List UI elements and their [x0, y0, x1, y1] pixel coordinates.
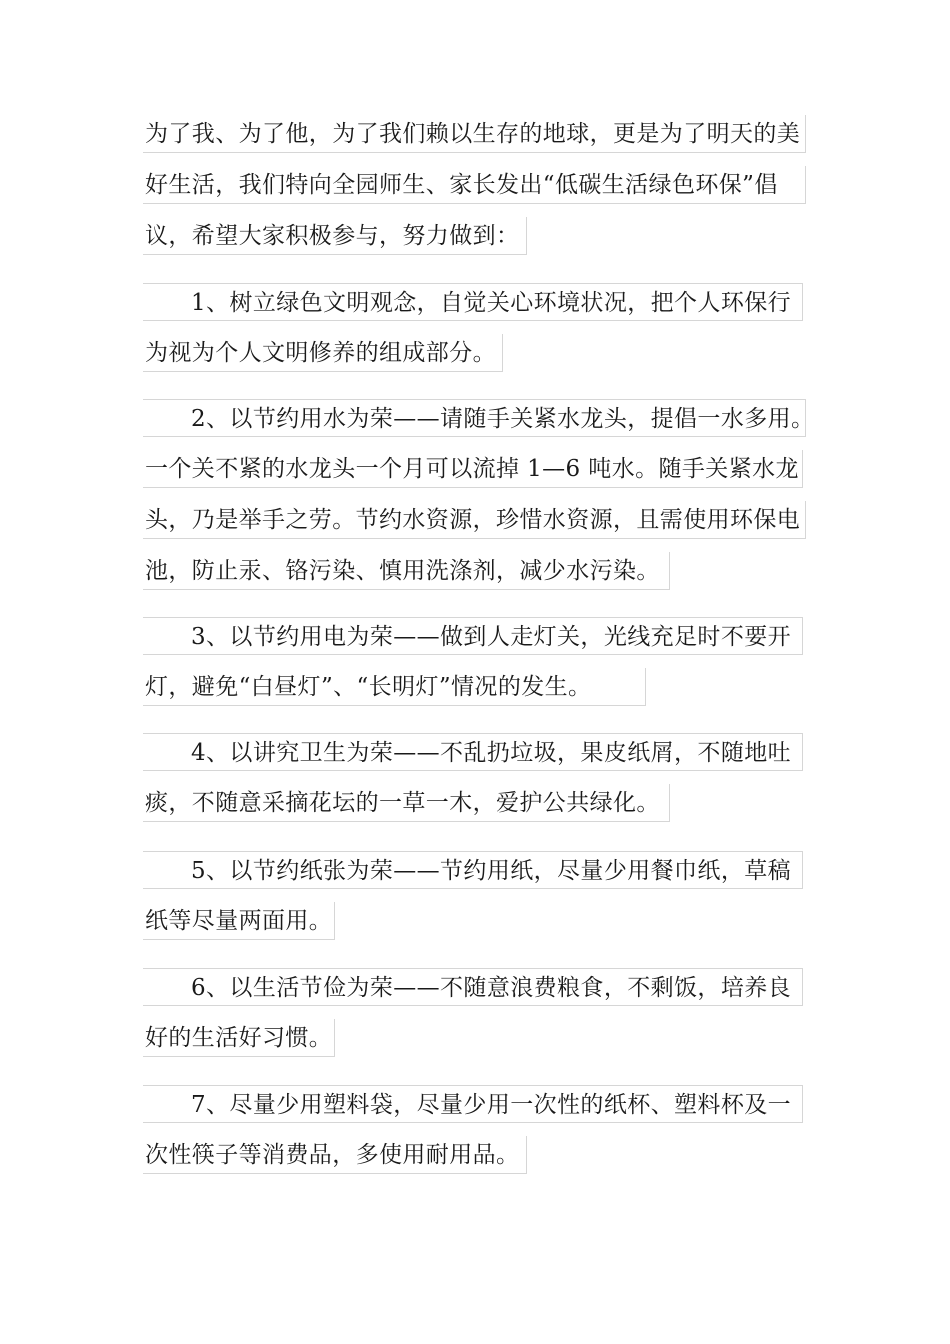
list-item-line: 头，乃是举手之劳。节约水资源，珍惜水资源，且需使用环保电 — [143, 501, 806, 539]
list-item-line — [143, 617, 803, 655]
list-item-text: 4、以讲究卫生为荣——不乱扔垃圾，果皮纸屑，不随地吐 — [191, 740, 792, 766]
paragraph-line: 议，希望大家积极参与，努力做到： — [143, 217, 527, 255]
list-item-line: 一个关不紧的水龙头一个月可以流掉 1—6 吨水。随手关紧水龙 — [143, 450, 803, 488]
list-item-line: 池，防止汞、铬污染、慎用洗涤剂，减少水污染。 — [143, 552, 670, 590]
list-item-text: 2、以节约用水为荣——请随手关紧水龙头，提倡一水多用。 — [191, 406, 815, 432]
list-item-text: 1、树立绿色文明观念，自觉关心环境状况，把个人环保行 — [191, 290, 792, 316]
list-item-line — [143, 1085, 803, 1123]
list-item-line — [143, 851, 803, 889]
list-item-line — [143, 283, 803, 321]
list-item-line — [143, 733, 803, 771]
list-item-line — [143, 399, 815, 437]
list-item-line: 纸等尽量两面用。 — [143, 902, 335, 940]
list-item-line: 为视为个人文明修养的组成部分。 — [143, 334, 503, 372]
paragraph-line: 为了我、为了他，为了我们赖以生存的地球，更是为了明天的美 — [143, 115, 806, 153]
list-item-line: 次性筷子等消费品，多使用耐用品。 — [143, 1136, 527, 1174]
list-item-line: 痰，不随意采摘花坛的一草一木，爱护公共绿化。 — [143, 784, 670, 822]
list-item-text: 7、尽量少用塑料袋，尽量少用一次性的纸杯、塑料杯及一 — [191, 1092, 792, 1118]
list-item-line: 好的生活好习惯。 — [143, 1019, 335, 1057]
paragraph-line: 好生活，我们特向全园师生、家长发出“低碳生活绿色环保”倡 — [143, 166, 806, 204]
list-item-line: 灯，避免“白昼灯”、“长明灯”情况的发生。 — [143, 668, 646, 706]
list-item-text: 3、以节约用电为荣——做到人走灯关，光线充足时不要开 — [191, 624, 792, 650]
list-item-text: 5、以节约纸张为荣——节约用纸，尽量少用餐巾纸，草稿 — [191, 858, 792, 884]
list-item-text: 6、以生活节俭为荣——不随意浪费粮食，不剩饭，培养良 — [191, 975, 792, 1001]
list-item-line — [143, 968, 803, 1006]
